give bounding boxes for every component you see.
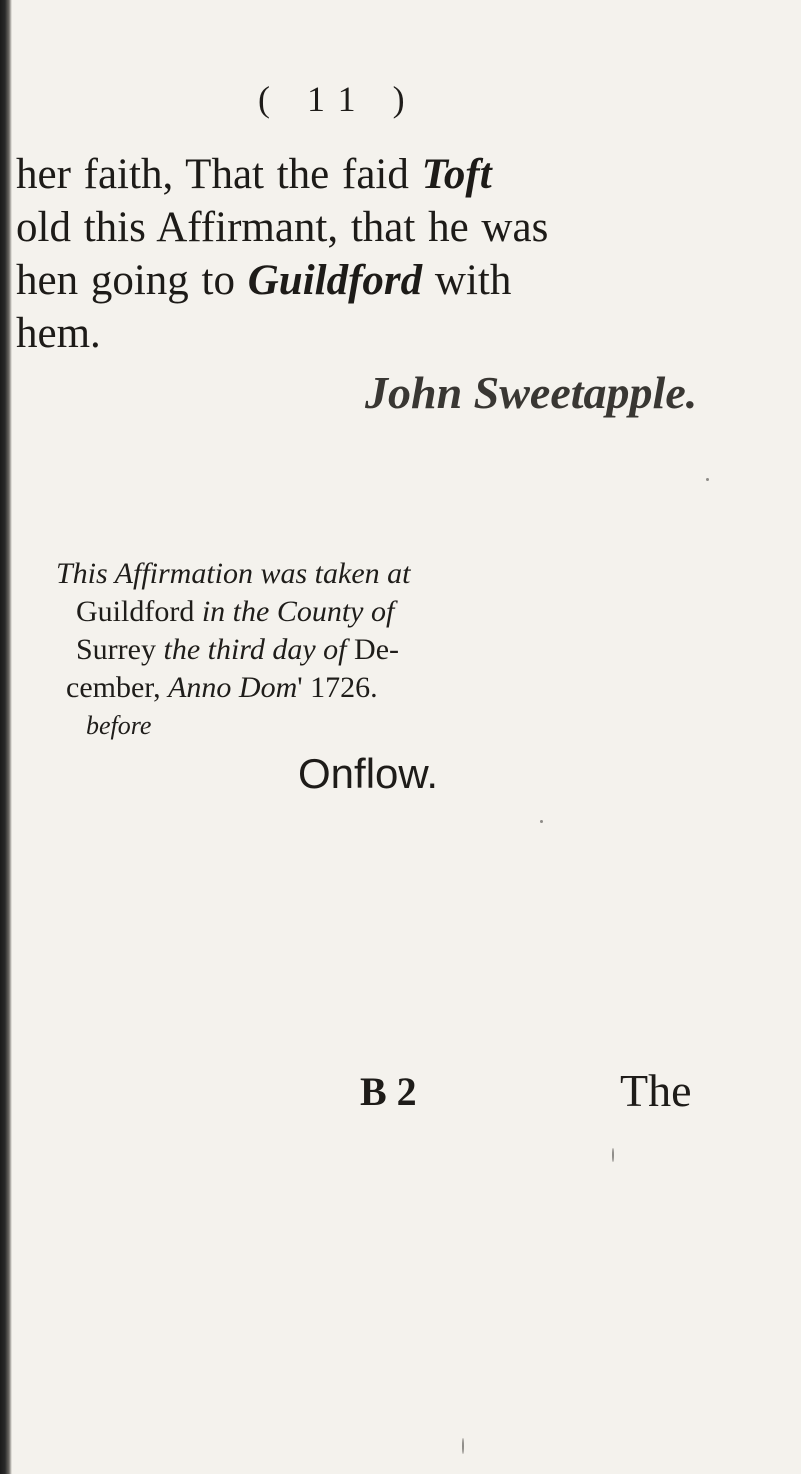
text-line-2-roman: old this Affirmant, that he was xyxy=(16,204,549,251)
ink-speck xyxy=(612,1148,614,1162)
affirmation-line-4-roman: cember, xyxy=(66,671,169,704)
affirmation-line-2-roman: Guildford xyxy=(76,595,202,628)
text-line-1 xyxy=(16,150,492,200)
text-line-3-roman: hen going to xyxy=(16,257,248,304)
affirmation-line-5: before xyxy=(86,711,152,740)
text-line-1-italic: Toft xyxy=(421,151,492,198)
affirmation-line-4 xyxy=(66,670,378,706)
ink-speck xyxy=(462,1438,464,1454)
page-number: ( 11 ) xyxy=(258,79,419,119)
affirmant-signature: John Sweetapple. xyxy=(365,367,698,418)
text-line-4-roman: hem. xyxy=(16,310,101,357)
text-line-3-italic: Guildford xyxy=(247,257,423,304)
ink-speck xyxy=(540,820,543,823)
text-line-3 xyxy=(16,256,511,306)
affirmation-line-3-italic: the third day of xyxy=(163,633,347,666)
affirmation-line-1-text: This Affirmation was taken at xyxy=(56,557,411,590)
signature-mark: B 2 xyxy=(360,1069,417,1114)
affirmation-line-3-roman: Surrey xyxy=(76,633,164,666)
catchword: The xyxy=(620,1065,692,1116)
affirmation-line-4-italic: Anno Dom xyxy=(168,671,298,704)
affirmation-line-2 xyxy=(76,594,394,630)
affirmation-line-3 xyxy=(76,632,399,668)
binding-gutter xyxy=(0,0,12,1474)
ink-speck xyxy=(706,478,709,481)
affirmation-line-1 xyxy=(56,556,410,592)
text-line-3-roman-end: with xyxy=(422,257,512,304)
affirmation-line-2-italic: in the County of xyxy=(201,595,395,628)
text-line-4 xyxy=(16,309,101,359)
text-line-1-roman: her faith, That the faid xyxy=(16,151,422,198)
affirmation-line-4-roman-end: ' 1726. xyxy=(297,671,378,704)
affirmation-line-3-roman-end: De- xyxy=(346,633,400,666)
justice-name: Onflow. xyxy=(298,750,439,797)
text-line-2 xyxy=(16,203,548,253)
